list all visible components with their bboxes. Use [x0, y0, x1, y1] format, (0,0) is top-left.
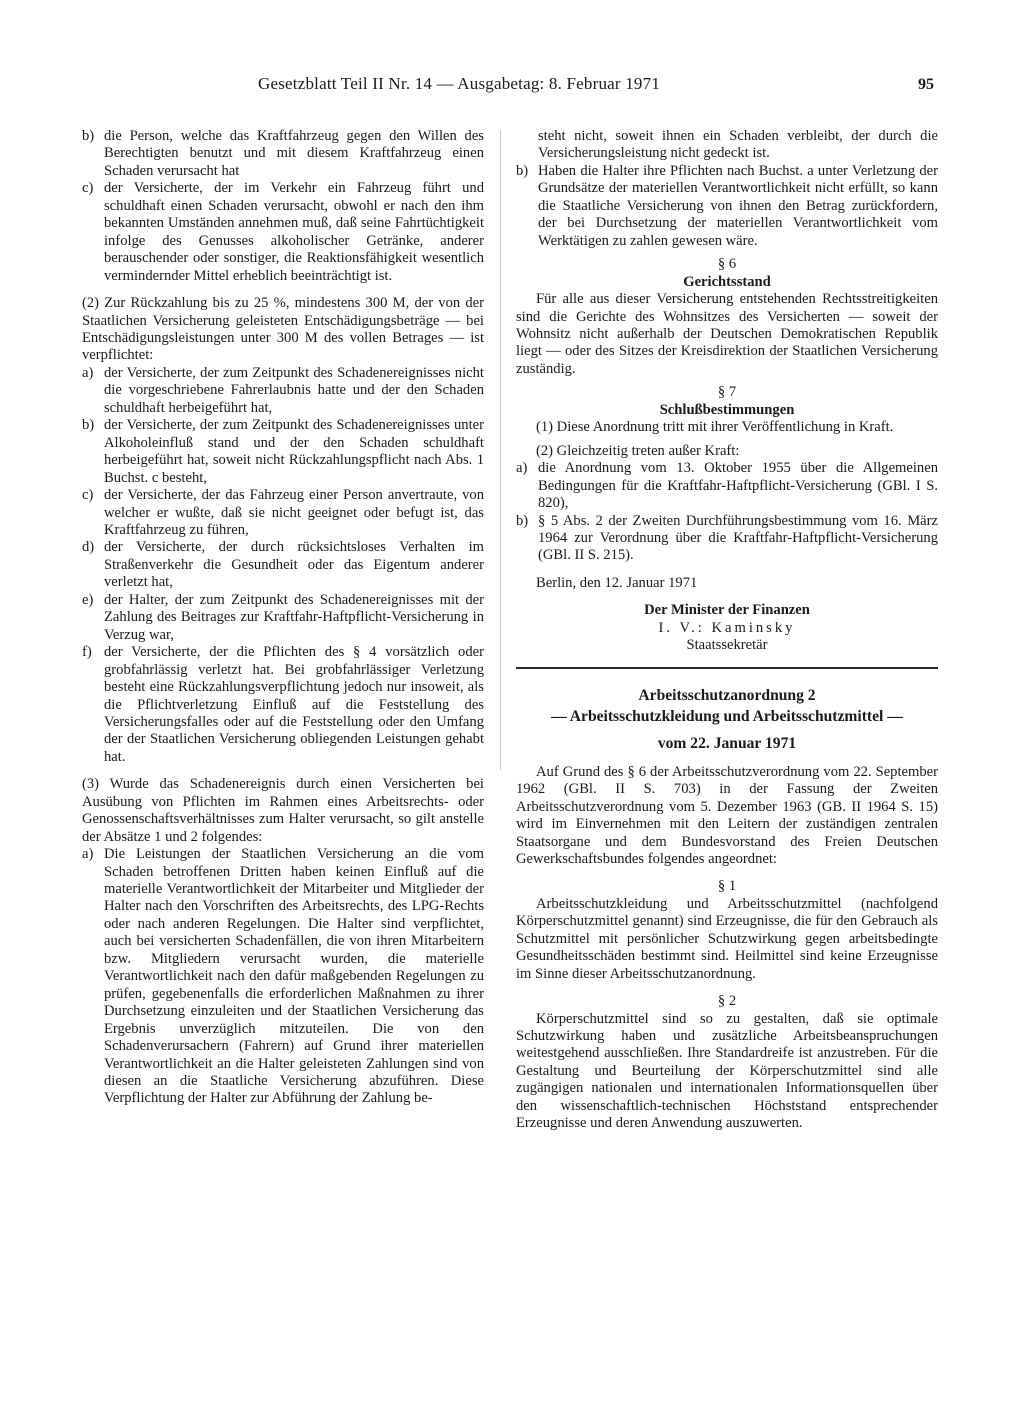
item-label: d): [82, 539, 95, 556]
left-column: [82, 128, 484, 1108]
item-label: b): [516, 162, 529, 179]
list-item: [82, 365, 484, 417]
section-title: Gerichtsstand: [683, 273, 771, 290]
list-item: [82, 592, 484, 644]
signer-org: Der Minister der Finanzen: [644, 602, 810, 619]
item-text: Haben die Halter ihre Pflichten nach Buchst. a unter Verletzung der Grundsätze der materiellen Verantwortlichkeit nicht erfüllt, so kann die Staatliche Versicherung von ihnen den Betrag zurückfordern, der bei Durchsetzung der materiellen Verantwortlichkeit vom Werktätigen zu zahlen gewesen wäre.: [538, 162, 938, 249]
section-text: Arbeitsschutzkleidung und Arbeitsschutzmittel (nachfolgend Körperschutzmittel genannt) sind Erzeugnisse, die für den Gebrauch als Schutzmittel mit persönlicher Schutzwirkung gegen arbeitsbedingte Gesundheitsschäden bestimmt sind. Heilmittel sind keine Erzeugnisse im Sinne dieser Arbeitsschutzanordnung.: [516, 895, 938, 982]
list-item: [82, 417, 484, 487]
continued-text: steht nicht, soweit ihnen ein Schaden verbleibt, der durch die Versicherungsleistung nicht gedeckt ist.: [538, 128, 938, 162]
document-date: vom 22. Januar 1971: [657, 734, 797, 752]
signer-role: Staatssekretär: [686, 637, 768, 654]
list-item: [516, 460, 938, 512]
section-text: (1) Diese Anordnung tritt mit ihrer Veröffentlichung in Kraft.: [536, 419, 894, 436]
right-column: [516, 128, 938, 1133]
item-text: der Halter, der zum Zeitpunkt des Schadenereignisses mit der Zahlung des Beitrages zur Kraftfahr-Haftpflicht-Versicherung in Verzug war,: [104, 591, 484, 643]
section-rule: [516, 667, 938, 669]
list-item: [82, 487, 484, 539]
item-label: e): [82, 591, 94, 608]
item-text: die Person, welche das Kraftfahrzeug gegen den Willen des Berechtigten benutzt und mit diesem Kraftfahrzeug einen Schaden verursacht hat: [104, 128, 484, 179]
section-text: (2) Gleichzeitig treten außer Kraft:: [536, 442, 740, 459]
place-date: Berlin, den 12. Januar 1971: [536, 574, 698, 591]
item-text: der Versicherte, der im Verkehr ein Fahrzeug führt und schuldhaft einen Schaden verursacht, obwohl er nach den ihm bekannten Umständen annehmen muß, daß seine Fahrtüchtigkeit infolge des Genusses alkoholischer Getränke, anderer berauschender oder sonstiger, die Reaktionsfähigkeit wesentlich vermindernder Mittel erheblich beeinträchtigt ist.: [104, 180, 484, 284]
item-text: der Versicherte, der durch rücksichtsloses Verhalten im Straßenverkehr die Gesundheit oder das Eigentum anderer verletzt hat,: [104, 539, 484, 591]
list-item: [516, 128, 938, 163]
item-label: c): [82, 487, 94, 504]
gazette-title: Gesetzblatt Teil II Nr. 14 — Ausgabetag: 8. Februar 1971: [258, 74, 661, 93]
item-label: a): [82, 364, 94, 381]
item-label: a): [516, 460, 528, 477]
page-header: [0, 0, 1024, 100]
item-label: c): [82, 180, 94, 197]
item-label: a): [82, 846, 94, 863]
section-text: Körperschutzmittel sind so zu gestalten, daß sie optimale Schutzwirkung haben und zusätzliche Arbeitsbeanspruchungen weitestgehend ausschließen. Ihre Standardreife ist anzustreben. Für die Gestaltung und Beurteilung der Körperschutzmittel sind alle zugängigen nationalen und internationalen Informationsquellen über den wissenschaftlich-technischen Höchststand entsprechender Erzeugnisse und deren Anwendung auszuwerten.: [516, 1010, 938, 1132]
item-label: b): [82, 417, 95, 434]
item-label: f): [82, 644, 92, 661]
item-label: b): [516, 512, 529, 529]
list-item: [82, 644, 484, 766]
list-item: [516, 163, 938, 250]
item-label: b): [82, 128, 95, 144]
list-item: [82, 180, 484, 285]
page-number: 95: [918, 76, 934, 93]
list-item: [516, 513, 938, 565]
list-item: [82, 539, 484, 591]
section-title: Schlußbestimmungen: [659, 401, 795, 418]
section-number: § 1: [717, 878, 737, 895]
document-intro: Auf Grund des § 6 der Arbeitsschutzverordnung vom 22. September 1962 (GBl. II S. 703) in der Fassung der Zweiten Arbeitsschutzverordnung vom 5. Dezember 1963 (GB. II 1964 S. 15) wird im Einvernehmen mit den Leitern der zuständigen zentralen Staatsorgane und dem Bundesvorstand des Freien Deutschen Gewerkschaftsbundes folgendes angeordnet:: [516, 763, 938, 867]
section-text: Für alle aus dieser Versicherung entstehenden Rechtsstreitigkeiten sind die Gerichte des Wohnsitzes des Versicherten — soweit der Wohnsitz nicht außerhalb der Deutschen Demokratischen Republik liegt — oder des Sitzes der Kreisdirektion der Staatlichen Versicherung zuständig.: [516, 291, 938, 377]
item-text: der Versicherte, der das Fahrzeug einer Person anvertraute, von welcher er wußte, daß sie nicht geeignet oder befugt ist, das Kraftfahrzeug zu führen,: [104, 487, 484, 538]
document-title: Arbeitsschutzanordnung 2: [638, 686, 816, 704]
signer-name: I. V.: Kaminsky: [658, 619, 796, 636]
item-text: der Versicherte, der zum Zeitpunkt des Schadenereignisses nicht die vorgeschriebene Fahrerlaubnis hatte und der den Schaden schuldhaft herbeigeführt hat,: [104, 364, 484, 416]
item-text: die Anordnung vom 13. Oktober 1955 über die Allgemeinen Bedingungen für die Kraftfahr-Haftpflicht-Versicherung (GBl. I S. 820),: [538, 460, 938, 512]
paragraph-3-intro: (3) Wurde das Schadenereignis durch einen Versicherten bei Ausübung von Pflichten im Rahmen eines Arbeitsrechts- oder Genossenschaftsverhältnisses zum Halter verursacht, so gilt anstelle der Absätze 1 und 2 folgendes:: [82, 776, 484, 845]
item-text: § 5 Abs. 2 der Zweiten Durchführungsbestimmung vom 16. März 1964 zur Verordnung über die Kraftfahr-Haftpflicht-Versicherung (GBl. II S. 215).: [538, 512, 938, 564]
section-number: § 6: [717, 256, 737, 273]
list-item: [82, 128, 484, 180]
document-subtitle: — Arbeitsschutzkleidung und Arbeitsschutzmittel —: [551, 707, 903, 725]
section-number: § 7: [717, 384, 737, 401]
item-text: der Versicherte, der zum Zeitpunkt des Schadenereignisses unter Alkoholeinfluß stand und der den Schaden schuldhaft herbeigeführt hat, soweit nicht Rückzahlungspflicht nach Abs. 1 Buchst. c besteht,: [104, 417, 484, 486]
list-item: [82, 846, 484, 1108]
section-number: § 2: [717, 993, 737, 1010]
item-text: Die Leistungen der Staatlichen Versicherung an die vom Schaden betroffenen Dritten haben keinen Einfluß auf die materielle Verantwortlichkeit der Mitarbeiter und Mitglieder der Halter nach den Vorschriften des Arbeitsrechts, des LPG-Rechts oder nach anderen Regelungen. Die Halter sind verpflichtet, auch bei versicherten Schadenfällen, die von ihren Mitarbeitern bzw. Mitgliedern verursacht wurden, die materielle Verantwortlichkeit nach den dafür maßgebenden Regelungen zu prüfen, gegebenenfalls die erforderlichen Maßnahmen zu ihrer Durchsetzung einzuleiten und der Staatlichen Versicherung das Ergebnis unverzüglich mitzuteilen. Die von den Schadenverursachern (Fahrern) auf Grund ihrer materiellen Verantwortlichkeit an die Halter geleisteten Zahlungen sind von diesen an die Staatliche Versicherung abzuführen. Diese Verpflichtung der Halter zur Abführung der Zahlung be-: [104, 846, 484, 1107]
column-divider: [500, 130, 501, 770]
item-text: der Versicherte, der die Pflichten des § 4 vorsätzlich oder grobfahrlässig verletzt hat. Bei grobfahrlässiger Verletzung besteht eine Rückzahlungsverpflichtung jedoch nur insoweit, als die Pflichtverletzung Einfluß auf die Feststellung des Versicherungsfalles oder auf die Feststellung oder den Umfang der der Staatlichen Versicherung obliegenden Leistungen gehabt hat.: [104, 644, 484, 765]
paragraph-2-intro: (2) Zur Rückzahlung bis zu 25 %, mindestens 300 M, der von der Staatlichen Versicherung geleisteten Entschädigungsbeträge — bei Entschädigungsleistungen unter 300 M des vollen Betrages — ist verpflichtet:: [82, 295, 484, 364]
